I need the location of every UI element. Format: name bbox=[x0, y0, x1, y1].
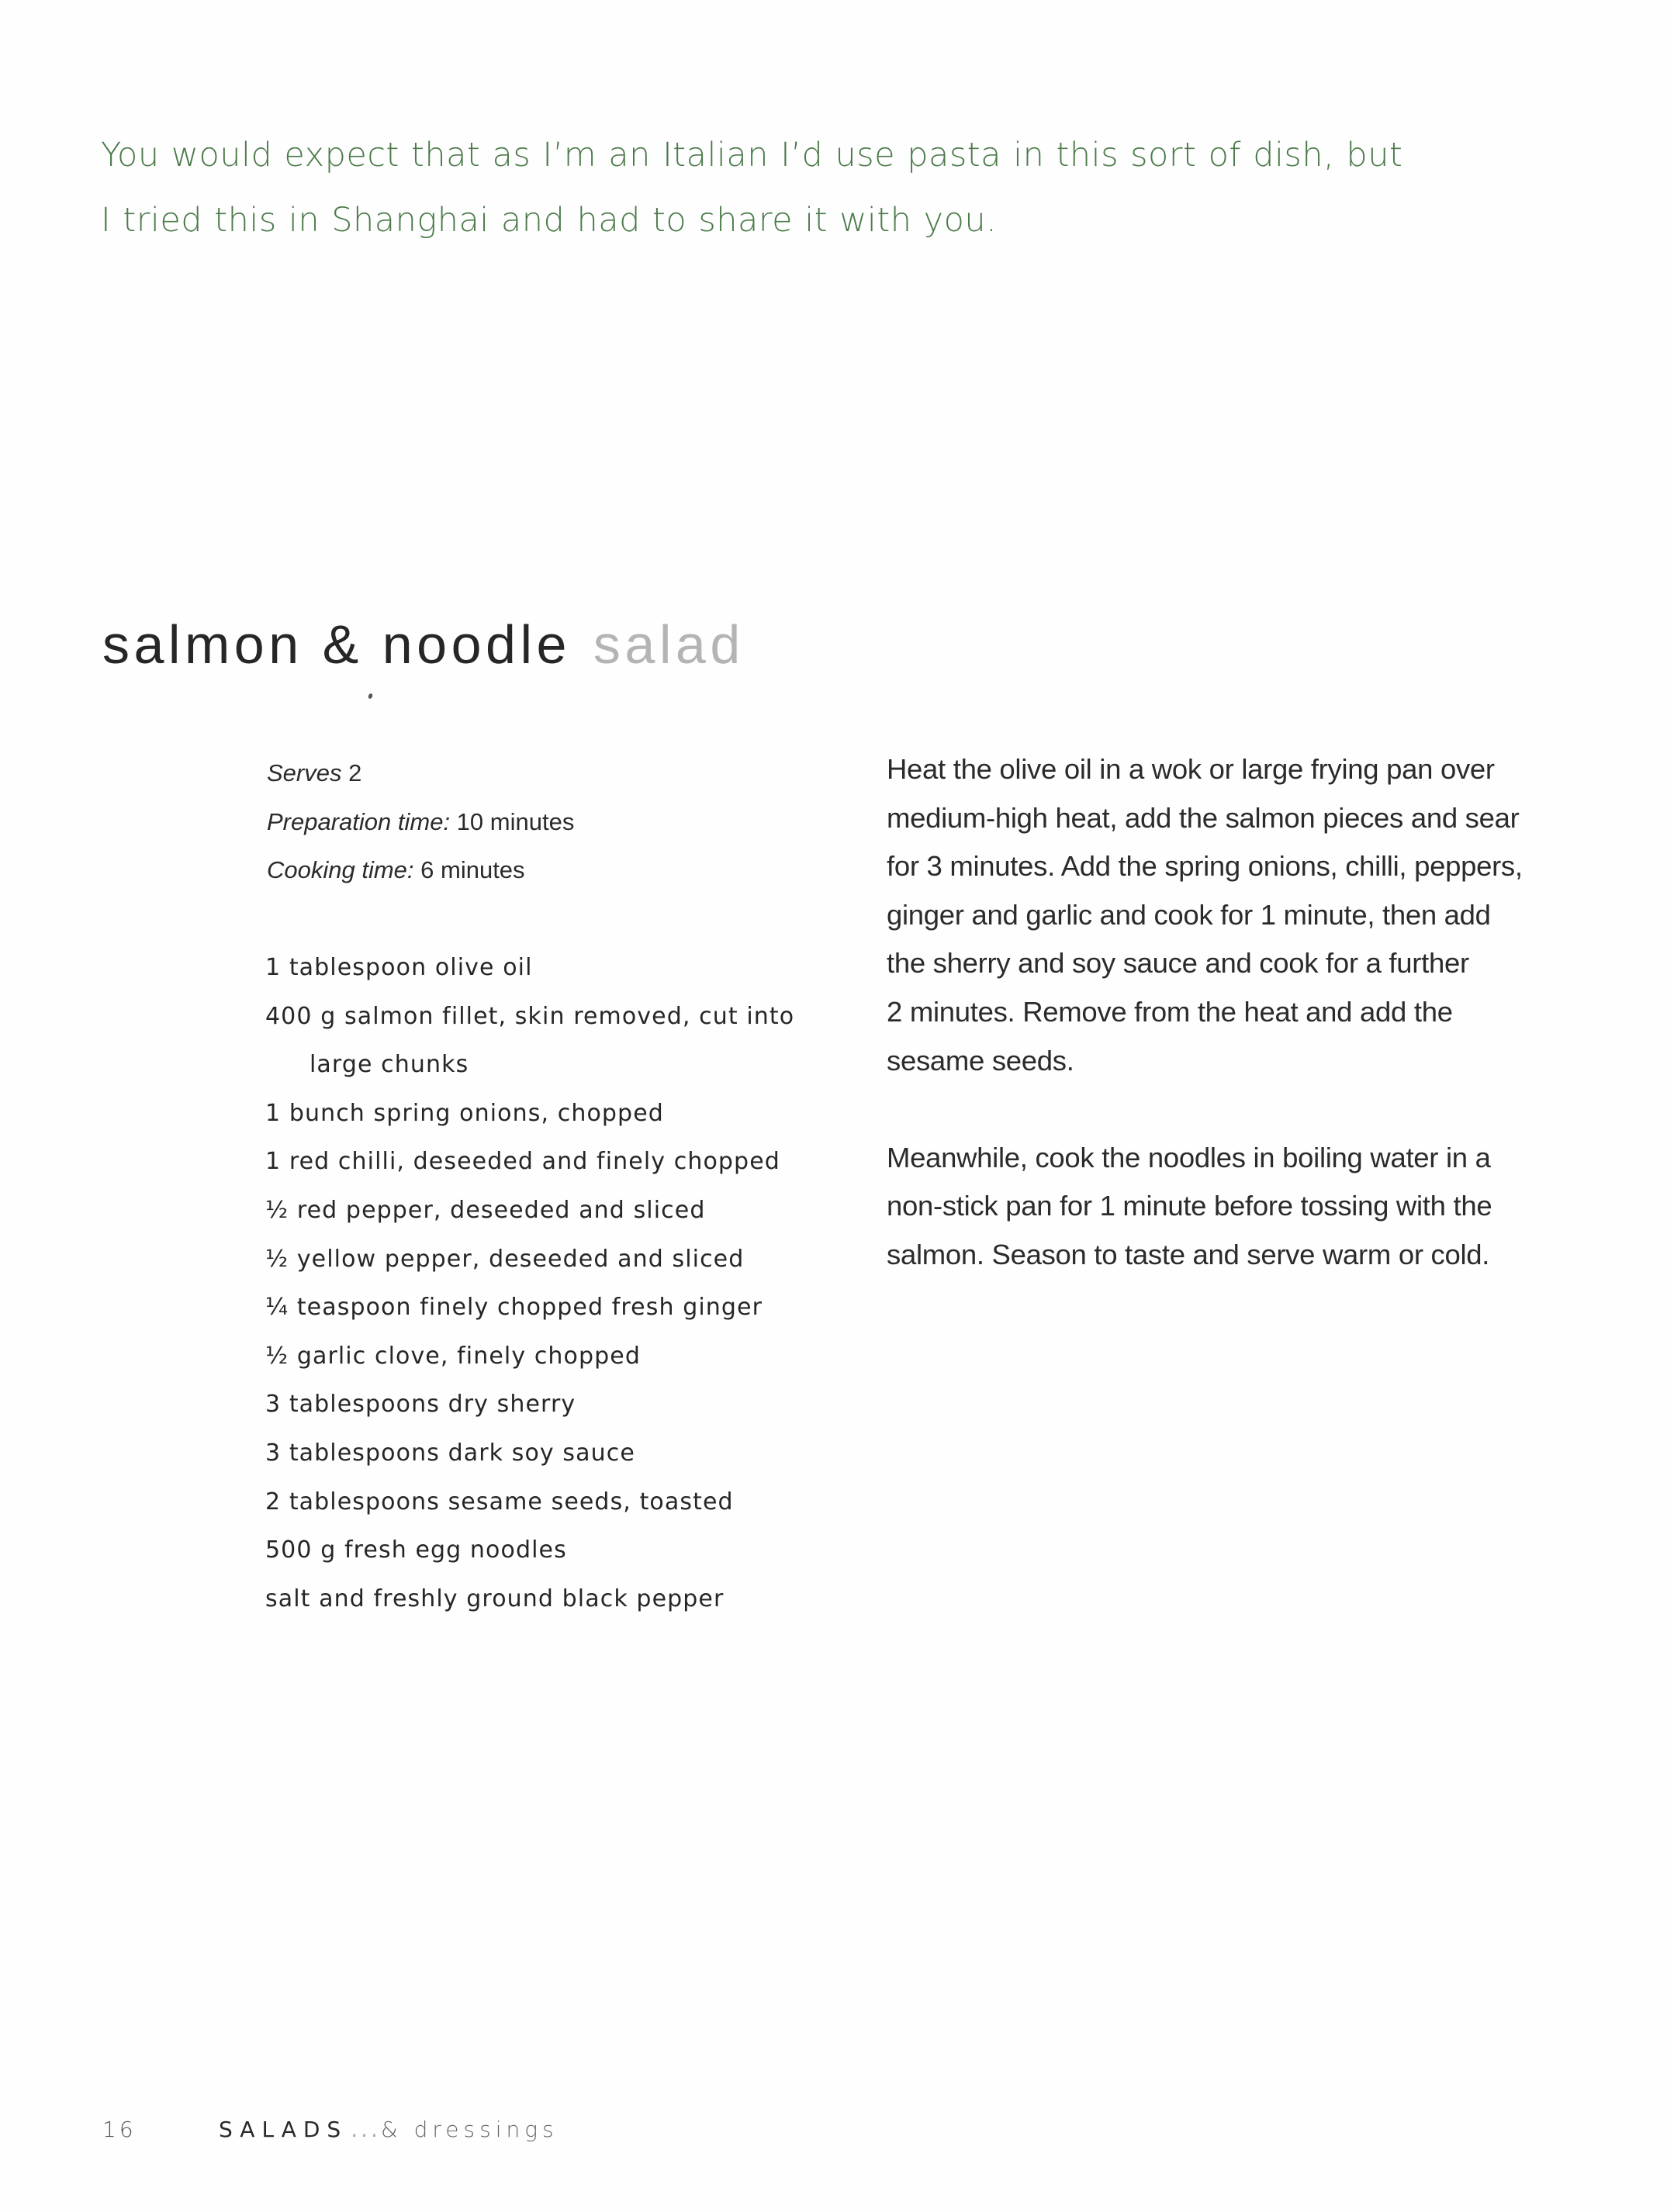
intro-line: You would expect that as I’m an Italian I’d use pasta in this sort of dish, but bbox=[101, 136, 1403, 175]
page-footer bbox=[102, 2114, 559, 2145]
section-subtitle: & dressings bbox=[380, 2117, 559, 2142]
method-line: Heat the olive oil in a wok or large frying pan over bbox=[887, 753, 1495, 785]
ingredient-item: 1 tablespoon olive oil bbox=[265, 954, 533, 981]
recipe-title-accent: salad bbox=[593, 614, 745, 675]
cook-time-value: 6 minutes bbox=[413, 856, 525, 883]
ingredient-item: 2 tablespoons sesame seeds, toasted bbox=[265, 1488, 734, 1516]
ingredient-item: ½ garlic clove, finely chopped bbox=[265, 1342, 641, 1370]
method-section bbox=[887, 745, 1593, 1328]
method-line: the sherry and soy sauce and cook for a further bbox=[887, 947, 1469, 980]
serves-label: Serves bbox=[267, 759, 342, 786]
intro-text bbox=[101, 123, 1575, 253]
print-speck bbox=[368, 693, 373, 699]
recipe-title bbox=[102, 610, 745, 679]
method-line: 2 minutes. Remove from the heat and add the bbox=[887, 995, 1453, 1028]
method-step bbox=[887, 1134, 1593, 1280]
serves-value: 2 bbox=[341, 759, 362, 786]
ingredient-item: 3 tablespoons dry sherry bbox=[265, 1391, 576, 1419]
cook-time-label: Cooking time: bbox=[267, 856, 414, 883]
serves-info bbox=[267, 749, 574, 798]
section-name: SALADS bbox=[219, 2117, 348, 2142]
ingredient-item: 1 bunch spring onions, chopped bbox=[265, 1099, 664, 1127]
ingredient-item: 400 g salmon fillet, skin removed, cut into large chunks bbox=[265, 1002, 795, 1079]
page-number: 16 bbox=[102, 2117, 137, 2142]
intro-line: I tried this in Shanghai and had to share it with you. bbox=[101, 201, 998, 240]
ingredient-item: ½ yellow pepper, deseeded and sliced bbox=[265, 1245, 745, 1273]
method-line: non-stick pan for 1 minute before tossing with the bbox=[887, 1190, 1492, 1222]
ingredient-list bbox=[265, 944, 855, 1623]
ingredient-item: salt and freshly ground black pepper bbox=[265, 1585, 725, 1612]
prep-time-label: Preparation time: bbox=[267, 807, 451, 835]
ingredient-item: 3 tablespoons dark soy sauce bbox=[265, 1439, 635, 1467]
recipe-meta bbox=[267, 749, 574, 895]
method-line: Meanwhile, cook the noodles in boiling water in a bbox=[887, 1141, 1491, 1173]
cook-time-info bbox=[267, 846, 574, 895]
prep-time-value: 10 minutes bbox=[450, 807, 575, 835]
prep-time-info bbox=[267, 798, 574, 847]
method-line: for 3 minutes. Add the spring onions, chilli, peppers, bbox=[887, 850, 1523, 883]
ingredient-item: 500 g fresh egg noodles bbox=[265, 1536, 567, 1564]
ingredient-item: ¼ teaspoon finely chopped fresh ginger bbox=[265, 1294, 763, 1322]
recipe-title-main: salmon & noodle bbox=[102, 614, 571, 675]
ingredient-item: 1 red chilli, deseeded and finely chopped bbox=[265, 1148, 780, 1176]
ingredient-item: ½ red pepper, deseeded and sliced bbox=[265, 1196, 706, 1224]
method-step bbox=[887, 745, 1593, 1085]
method-line: medium-high heat, add the salmon pieces and sear bbox=[887, 801, 1520, 834]
method-line: sesame seeds. bbox=[887, 1044, 1074, 1077]
section-ellipsis: ... bbox=[351, 2117, 381, 2142]
method-line: salmon. Season to taste and serve warm or cold. bbox=[887, 1238, 1490, 1270]
method-line: ginger and garlic and cook for 1 minute, then add bbox=[887, 898, 1491, 931]
